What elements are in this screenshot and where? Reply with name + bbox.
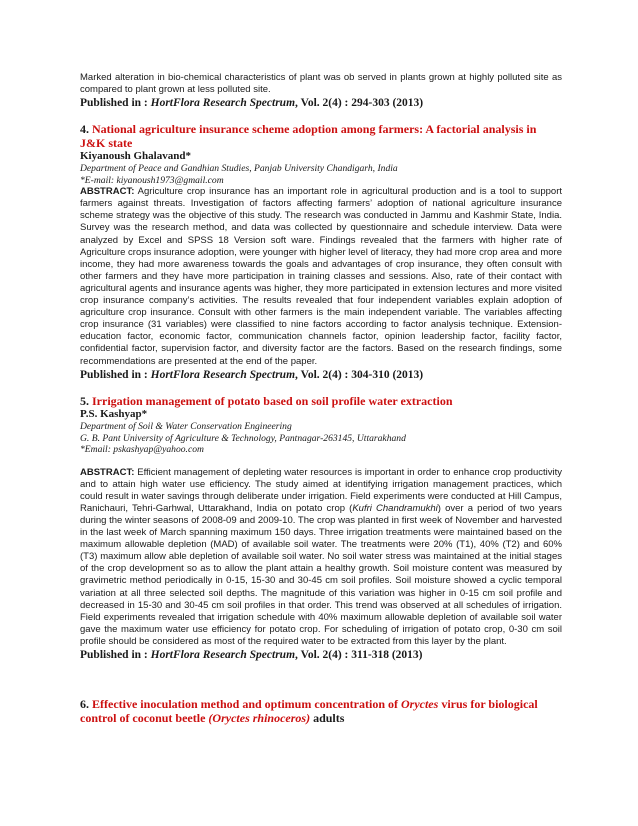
article4-abstract: ABSTRACT: Agriculture crop insurance has an important role in agricultural production and is a tool to support farmers against threats. Investigation of factors affecting farmers’ adoption of national agriculture insurance scheme strategy was the objective of this study. The research was conducted in Jammu and Kashmir State, India. Survey was the research method, and data was collected by questionnaire and schedule interview. Data were analyzed by Excel and SPSS 18 Version soft ware. Findings revealed that the farmers with higher rate of Agriculture crops insurance adoption, were younger with higher level of literacy, they had more crop area and more income, they had more awareness towards the goals and advantages of crop insurance, they often consult with other farmers and they have more participation in training classes and sessions. Also, rate of their contact with agricultural agents and insurance agents was higher, they more participated in extension lectures and more visited crop insurance company’s activities. The results revealed that four independent variables explain adoption of agriculture crop insurance. Consult with other farmers is the main independent variable. The variables affecting crop insurance (31 variables) were classified to nine factors according to factor analysis technique. Extension-education factor, economic factor, communication channels factor, opinion leadership factor, facility factor, confidential factor, supervision factor, and diversity factor are the factors. Based on the research findings, some recommendations are presented at the end of the paper.: [80, 186, 562, 367]
article5-email: *Email: pskashyap@yahoo.com: [80, 444, 204, 456]
article4-title: 4. National agriculture insurance scheme adoption among farmers: A factorial analysis in J&K state: [80, 122, 537, 150]
article5-author: P.S. Kashyap*: [80, 408, 148, 421]
article5-affiliation: G. B. Pant University of Agriculture & Technology, Pantnagar-263145, Uttarakhand: [80, 432, 406, 444]
article4-affiliation: Department of Peace and Gandhian Studies, Panjab University Chandigarh, India: [80, 163, 398, 175]
intro-paragraph: Marked alteration in bio-chemical characteristics of plant was ob served in plants grown at highly polluted site as compared to plant grown at less polluted site.: [80, 72, 562, 96]
article6-title: 6. Effective inoculation method and optimum concentration of Oryctes virus for biological control of coconut beetle (Oryctes rhinoceros) adults: [80, 697, 538, 725]
article4-email: *E-mail: kiyanoush1973@gmail.com: [80, 174, 224, 186]
article5-published-in: Published in : HortFlora Research Spectrum, Vol. 2(4) : 311-318 (2013): [80, 649, 423, 661]
intro-published-in: Published in : HortFlora Research Spectrum, Vol. 2(4) : 294-303 (2013): [80, 97, 424, 110]
document-page: [80, 72, 562, 725]
article5-department: Department of Soil & Water Conservation Engineering: [80, 421, 292, 433]
article4-published-in: Published in : HortFlora Research Spectrum, Vol. 2(4) : 304-310 (2013): [80, 368, 424, 381]
article5-title: 5. Irrigation management of potato based on soil profile water extraction: [80, 393, 453, 408]
article5-abstract: ABSTRACT: Efficient management of depleting water resources is important in order to enhance crop productivity and to attain high water use efficiency. The study aimed at identifying irrigation management practices, which could result in water savings through deliberate under irrigation. Field experiments were conducted at Hill Campus, Ranichauri, Tehri-Garhwal, Uttarakhand, India on potato crop (Kufri Chandramukhi) over a period of two years during the winter seasons of 2008-09 and 2009-10. The crop was planted in first week of November and harvested in the last week of March spanning maximum 150 days. Three irrigation treatments were maintained based on the maximum allowable depletion (MAD) of available soil water. The treatments were 20% (T1), 40% (T2) and 60% (T3) maximum allow able depletion of available soil water. No soil water stress was maintained at the initial stages of the crop development so as to allow the plant attain a healthy growth. Soil moisture content was measured by gravimetric method periodically in 0-15, 15-30 and 30-45 cm soil profiles. Soil moisture showed a cyclic temporal variation at all three selected soil depths. The magnitude of this variation was higher in 0-15 cm soil profile and decreased in 15-30 and 30-45 cm soil profiles in that order. This trend was observed at all schedules of irrigation. Field experiments revealed that irrigation schedule with 40% maximum allowable depletion of available soil water gave the maximum water use efficiency for potato crop. For scheduling of irrigation of potato crop, 0-30 cm soil profile should be considered as most of the required water to be extracted from this layer by the plant.: [80, 466, 562, 647]
article4-author: Kiyanoush Ghalavand*: [80, 150, 191, 163]
